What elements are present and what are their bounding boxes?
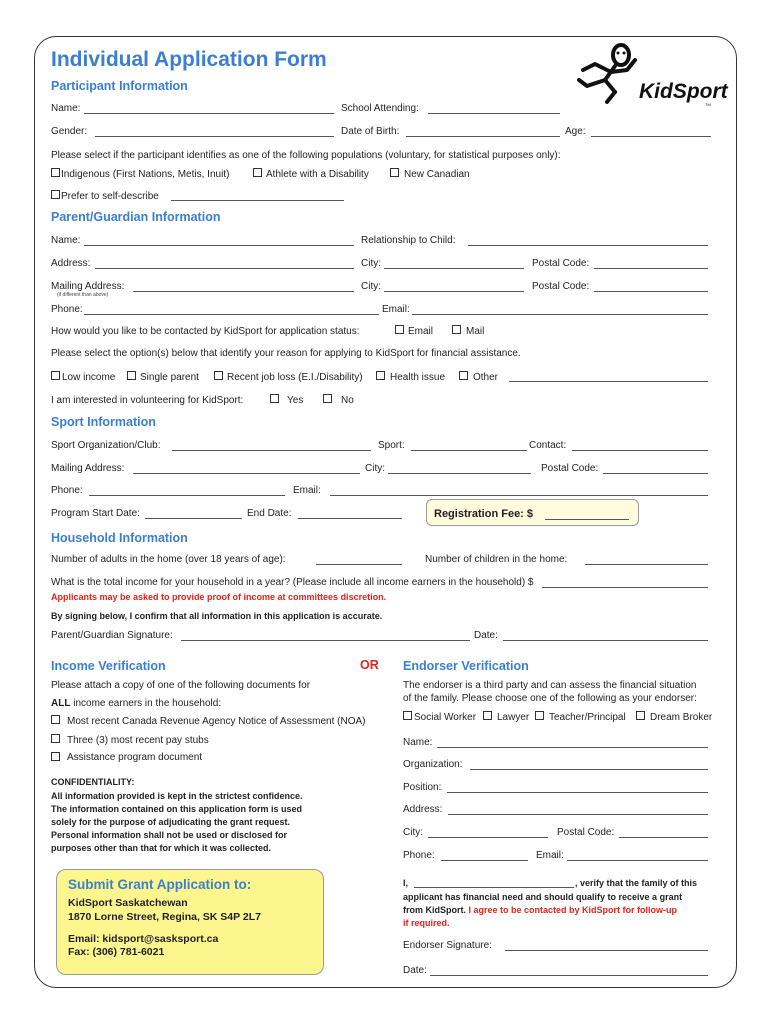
- registration-fee-field[interactable]: [545, 519, 629, 520]
- proof-note: Applicants may be asked to provide proof of income at committees discretion.: [51, 592, 387, 602]
- city-field[interactable]: [384, 268, 524, 269]
- running-figure-icon: [565, 40, 728, 108]
- age-label: Age:: [565, 126, 586, 137]
- parent-name-field[interactable]: [84, 245, 354, 246]
- submit-email: Email: kidsport@sasksport.ca: [68, 933, 219, 945]
- gender-field[interactable]: [95, 136, 334, 137]
- social-worker-checkbox[interactable]: [403, 711, 412, 720]
- stubs-label: Three (3) most recent pay stubs: [67, 735, 209, 746]
- city-label: City:: [361, 258, 381, 269]
- sport-email-label: Email:: [293, 485, 321, 496]
- endorser-address-label: Address:: [403, 804, 443, 815]
- sport-postal-label: Postal Code:: [541, 463, 599, 474]
- social-worker-label: Social Worker: [414, 712, 477, 723]
- new-canadian-checkbox[interactable]: [390, 168, 399, 177]
- self-describe-label: Prefer to self-describe: [61, 191, 159, 202]
- email-field[interactable]: [412, 314, 708, 315]
- sport-contact-field[interactable]: [572, 450, 708, 451]
- endorser-email-label: Email:: [536, 850, 564, 861]
- sport-mailing-label: Mailing Address:: [51, 463, 125, 474]
- adults-field[interactable]: [316, 564, 402, 565]
- parent-date-label: Date:: [474, 630, 498, 641]
- sport-postal-field[interactable]: [603, 473, 708, 474]
- submit-fax: Fax: (306) 781-6021: [68, 946, 165, 958]
- end-date-field[interactable]: [298, 518, 402, 519]
- endorser-signature-field[interactable]: [505, 950, 708, 951]
- endorser-name-label: Name:: [403, 737, 433, 748]
- mailing-note: (if different than above): [57, 292, 109, 298]
- sport-city-label: City:: [365, 463, 385, 474]
- participant-heading: Participant Information: [51, 79, 188, 93]
- contact-mail-checkbox[interactable]: [452, 325, 461, 334]
- populations-prompt: Please select if the participant identifies as one of the following populations (voluntary, for statistical purposes only):: [51, 150, 561, 161]
- registration-fee-label: Registration Fee: $: [434, 508, 534, 520]
- endorser-i-label: I,: [403, 878, 409, 888]
- school-field[interactable]: [428, 113, 560, 114]
- stubs-checkbox[interactable]: [51, 734, 60, 743]
- volunteer-no-checkbox[interactable]: [323, 394, 332, 403]
- low-income-checkbox[interactable]: [51, 371, 60, 380]
- participant-name-field[interactable]: [84, 113, 334, 114]
- confidentiality-line: solely for the purpose of adjudicating the grant request.: [51, 817, 291, 827]
- parent-name-label: Name:: [51, 235, 81, 246]
- lawyer-label: Lawyer: [497, 712, 530, 723]
- endorser-position-field[interactable]: [447, 792, 708, 793]
- assistance-checkbox[interactable]: [51, 752, 60, 761]
- sport-label: Sport:: [378, 440, 405, 451]
- sport-org-field[interactable]: [172, 450, 371, 451]
- endorser-statement-line: if required.: [403, 918, 450, 928]
- volunteer-yes-checkbox[interactable]: [270, 394, 279, 403]
- income-line1: Please attach a copy of one of the following documents for: [51, 680, 311, 691]
- postal-label: Postal Code:: [532, 258, 590, 269]
- children-field[interactable]: [585, 564, 708, 565]
- parent-signature-field[interactable]: [181, 640, 470, 641]
- mailing-label: Mailing Address:: [51, 281, 125, 292]
- dream-broker-label: Dream Broker: [650, 712, 713, 723]
- svg-text:KidSport: KidSport: [639, 80, 728, 103]
- sport-heading: Sport Information: [51, 415, 156, 429]
- endorser-email-field[interactable]: [567, 860, 708, 861]
- endorser-date-field[interactable]: [430, 975, 708, 976]
- disability-label: Athlete with a Disability: [266, 169, 369, 180]
- sport-mailing-field[interactable]: [133, 473, 360, 474]
- submit-heading: Submit Grant Application to:: [68, 877, 252, 892]
- endorser-heading: Endorser Verification: [403, 659, 529, 673]
- city2-label: City:: [361, 281, 381, 292]
- age-field[interactable]: [591, 136, 711, 137]
- health-label: Health issue: [390, 372, 446, 383]
- submit-address: 1870 Lorne Street, Regina, SK S4P 2L7: [68, 911, 261, 923]
- phone-label: Phone:: [51, 304, 83, 315]
- postal2-label: Postal Code:: [532, 281, 590, 292]
- new-canadian-label: New Canadian: [404, 169, 470, 180]
- adults-label: Number of adults in the home (over 18 years of age):: [51, 554, 286, 565]
- income-field[interactable]: [542, 587, 708, 588]
- teacher-label: Teacher/Principal: [549, 712, 626, 723]
- endorser-line1: The endorser is a third party and can assess the financial situation: [403, 680, 697, 691]
- self-describe-checkbox[interactable]: [51, 190, 60, 199]
- endorser-line2: of the family. Please choose one of the following as your endorser:: [403, 693, 697, 704]
- endorser-position-label: Position:: [403, 782, 442, 793]
- svg-text:TM: TM: [705, 102, 711, 107]
- assistance-label: Assistance program document: [67, 752, 203, 763]
- single-parent-checkbox[interactable]: [127, 371, 136, 380]
- address-field[interactable]: [95, 268, 354, 269]
- sport-email-field[interactable]: [330, 495, 708, 496]
- sport-org-label: Sport Organization/Club:: [51, 440, 161, 451]
- end-date-label: End Date:: [247, 508, 292, 519]
- volunteer-yes-label: Yes: [287, 395, 304, 406]
- household-heading: Household Information: [51, 531, 188, 545]
- endorser-name-field[interactable]: [437, 747, 708, 748]
- income-prompt: What is the total income for your household in a year? (Please include all income earners in the household) $: [51, 577, 534, 588]
- sport-phone-field[interactable]: [89, 495, 285, 496]
- start-date-field[interactable]: [145, 518, 242, 519]
- volunteer-prompt: I am interested in volunteering for KidSport:: [51, 395, 244, 406]
- endorser-verify-name-field[interactable]: [414, 887, 574, 888]
- address-label: Address:: [51, 258, 91, 269]
- confidentiality-line: purposes other than that for which it was collected.: [51, 843, 272, 853]
- sport-city-field[interactable]: [388, 473, 531, 474]
- endorser-phone-label: Phone:: [403, 850, 435, 861]
- school-label: School Attending:: [341, 103, 419, 114]
- confidentiality-line: The information contained on this application form is used: [51, 804, 303, 814]
- relationship-field[interactable]: [468, 245, 708, 246]
- income-verification-heading: Income Verification: [51, 659, 166, 673]
- single-parent-label: Single parent: [140, 372, 199, 383]
- start-date-label: Program Start Date:: [51, 508, 140, 519]
- teacher-checkbox[interactable]: [535, 711, 544, 720]
- job-loss-checkbox[interactable]: [214, 371, 223, 380]
- endorser-statement-line: from KidSport. I agree to be contacted by KidSport for follow-up: [403, 905, 678, 915]
- other-label: Other: [473, 372, 499, 383]
- endorser-signature-label: Endorser Signature:: [403, 940, 492, 951]
- contact-prompt: How would you like to be contacted by KidSport for application status:: [51, 326, 360, 337]
- participant-name-label: Name:: [51, 103, 81, 114]
- endorser-postal-field[interactable]: [619, 837, 708, 838]
- parent-signature-label: Parent/Guardian Signature:: [51, 630, 173, 641]
- endorser-phone-field[interactable]: [441, 860, 528, 861]
- endorser-postal-label: Postal Code:: [557, 827, 615, 838]
- mailing-field[interactable]: [133, 291, 354, 292]
- indigenous-checkbox[interactable]: [51, 168, 60, 177]
- email-label: Email:: [382, 304, 410, 315]
- parent-date-field[interactable]: [503, 640, 708, 641]
- dob-field[interactable]: [406, 136, 560, 137]
- disability-checkbox[interactable]: [253, 168, 262, 177]
- dob-label: Date of Birth:: [341, 126, 400, 137]
- submit-org: KidSport Saskatchewan: [68, 897, 188, 909]
- reason-prompt: Please select the option(s) below that identify your reason for applying to KidSport for financial assistance.: [51, 348, 521, 359]
- health-checkbox[interactable]: [376, 371, 385, 380]
- dream-broker-checkbox[interactable]: [636, 711, 645, 720]
- job-loss-label: Recent job loss (E.I./Disability): [227, 372, 363, 383]
- gender-label: Gender:: [51, 126, 88, 137]
- other-field[interactable]: [509, 381, 708, 382]
- relationship-label: Relationship to Child:: [361, 235, 456, 246]
- confidentiality-title: CONFIDENTIALITY:: [51, 777, 135, 787]
- postal2-field[interactable]: [594, 291, 708, 292]
- children-label: Number of children in the home:: [425, 554, 568, 565]
- parent-heading: Parent/Guardian Information: [51, 210, 221, 224]
- kidsport-logo: [565, 40, 728, 108]
- endorser-org-label: Organization:: [403, 759, 463, 770]
- volunteer-no-label: No: [341, 395, 354, 406]
- sport-contact-label: Contact:: [529, 440, 567, 451]
- low-income-label: Low income: [62, 372, 116, 383]
- confidentiality-line: All information provided is kept in the strictest confidence.: [51, 791, 303, 801]
- other-checkbox[interactable]: [459, 371, 468, 380]
- sport-phone-label: Phone:: [51, 485, 83, 496]
- sport-field[interactable]: [411, 450, 527, 451]
- endorser-address-field[interactable]: [448, 814, 708, 815]
- endorser-date-label: Date:: [403, 965, 427, 976]
- lawyer-checkbox[interactable]: [483, 711, 492, 720]
- endorser-org-field[interactable]: [470, 769, 708, 770]
- endorser-city-field[interactable]: [428, 837, 548, 838]
- noa-checkbox[interactable]: [51, 715, 60, 724]
- phone-field[interactable]: [84, 314, 379, 315]
- form-title: Individual Application Form: [51, 48, 327, 71]
- endorser-verify-text: , verify that the family of this: [575, 878, 698, 888]
- self-describe-field[interactable]: [171, 200, 344, 201]
- confidentiality-line: Personal information shall not be used or disclosed for: [51, 830, 288, 840]
- confirm-note: By signing below, I confirm that all information in this application is accurate.: [51, 611, 383, 621]
- noa-label: Most recent Canada Revenue Agency Notice of Assessment (NOA): [67, 716, 366, 727]
- or-label: OR: [360, 658, 379, 672]
- city2-field[interactable]: [384, 291, 524, 292]
- contact-email-label: Email: [408, 326, 434, 337]
- contact-email-checkbox[interactable]: [395, 325, 404, 334]
- endorser-statement-line: applicant has financial need and should qualify to receive a grant: [403, 892, 683, 902]
- income-line2: ALL income earners in the household:: [51, 698, 222, 709]
- indigenous-label: Indigenous (First Nations, Metis, Inuit): [61, 169, 230, 180]
- contact-mail-label: Mail: [466, 326, 485, 337]
- endorser-city-label: City:: [403, 827, 423, 838]
- postal-field[interactable]: [594, 268, 708, 269]
